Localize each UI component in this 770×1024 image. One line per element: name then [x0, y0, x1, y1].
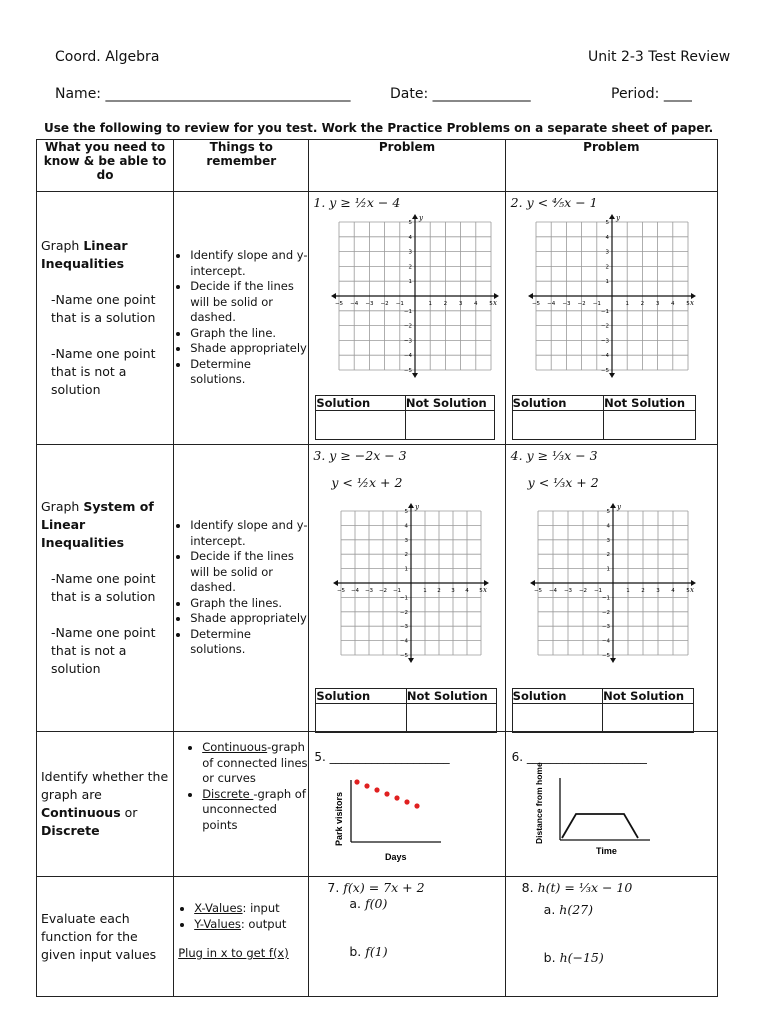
y-axis-label: y — [419, 214, 424, 222]
y-tick-label: 2 — [606, 552, 610, 559]
problem-3-cell — [309, 445, 505, 732]
x-tick-label: 4 — [465, 588, 470, 594]
x-tick-label: −4 — [350, 301, 359, 307]
remember-cell: • Identify slope and y-intercept. • Decide if the lines will be solid or dashed. • Graph the line. • Shade appropriately • Determine solutions. — [174, 248, 308, 388]
arrow-left-icon — [331, 293, 336, 299]
x-tick-label: −1 — [396, 301, 405, 307]
course-title: Coord. Algebra — [55, 49, 160, 65]
table-row — [37, 445, 718, 732]
coordinate-grid[interactable] — [331, 503, 493, 663]
x-axis-label: Time — [595, 846, 617, 856]
y-tick-label: 2 — [605, 264, 609, 271]
y-tick-label: −5 — [601, 653, 610, 659]
x-axis-label: Days — [385, 852, 407, 862]
date-field[interactable]: Date: ______________ — [390, 86, 531, 102]
problem-number: 1. — [313, 195, 326, 210]
x-tick-label: 2 — [640, 301, 644, 307]
y-tick-label: 1 — [408, 279, 413, 286]
x-tick-label: −4 — [548, 588, 557, 594]
x-tick-label: 3 — [655, 301, 660, 307]
know-cell: Identify whether the graph are Continuous or Discrete — [41, 769, 169, 838]
y-tick-label: 4 — [606, 523, 610, 530]
y-tick-label: 2 — [404, 552, 409, 559]
x-tick-label: −5 — [337, 588, 346, 594]
know-cell: Graph System of Linear Inequalities -Name one point that is a solution -Name one point that is not a solution — [41, 499, 156, 676]
x-tick-label: 3 — [655, 588, 660, 594]
remember-cell: • Continuous-graph of connected lines or curves • Discrete -graph of unconnected points — [174, 732, 308, 833]
problem-1-cell — [309, 192, 505, 445]
y-tick-label: −4 — [400, 638, 409, 645]
y-tick-label: −3 — [600, 338, 609, 345]
dot — [385, 791, 390, 796]
solution-header: Solution — [512, 689, 603, 704]
problem-8-cell: 8. h(t) = ⅓x − 10 a. h(27) b. h(−15) — [505, 877, 717, 997]
problem-6-cell — [505, 732, 717, 877]
x-axis-label: x — [493, 299, 498, 307]
x-tick-label: 2 — [444, 301, 448, 307]
y-tick-label: −1 — [400, 595, 409, 602]
x-tick-label: −2 — [379, 588, 388, 594]
y-tick-label: 3 — [605, 249, 609, 256]
distance-line — [562, 814, 638, 838]
input-a: f(0) — [365, 896, 388, 911]
x-tick-label: 3 — [459, 301, 463, 307]
y-tick-label: −4 — [600, 353, 609, 360]
not-solution-header: Not Solution — [405, 396, 495, 411]
x-tick-label: 1 — [625, 588, 630, 594]
scatter-graph — [333, 774, 443, 864]
not-solution-answer-box[interactable] — [603, 704, 694, 733]
x-tick-label: 2 — [437, 588, 442, 594]
arrow-down-icon — [610, 658, 616, 663]
y-tick-label: −3 — [601, 624, 610, 631]
y-tick-label: −4 — [404, 353, 413, 360]
y-tick-label: 5 — [605, 220, 609, 226]
remember-cell: • Identify slope and y-intercept. • Decide if the lines will be solid or dashed. • Graph the lines. • Shade appropriately • Determine solutions. — [174, 518, 308, 658]
y-tick-label: 5 — [408, 220, 413, 226]
inequality: y ≥ ½x − 4 — [329, 195, 401, 210]
problem-4-cell — [505, 445, 717, 732]
x-tick-label: −3 — [562, 301, 571, 307]
y-tick-label: 5 — [404, 509, 409, 515]
dot — [365, 783, 370, 788]
not-solution-header: Not Solution — [603, 689, 694, 704]
x-tick-label: 5 — [489, 301, 494, 307]
arrow-left-icon — [530, 580, 535, 586]
problem-label: 5. ____________________ — [314, 750, 450, 764]
problem-number: 8. — [521, 880, 534, 895]
y-axis-label: y — [616, 503, 621, 511]
problem-number: 2. — [510, 195, 523, 210]
arrow-down-icon — [408, 658, 414, 663]
problem-number: 7. — [327, 880, 340, 895]
table-row — [37, 192, 718, 445]
y-axis-label: Park visitors — [334, 791, 345, 846]
problem-2-cell — [505, 192, 717, 445]
solution-answer-box[interactable] — [316, 704, 407, 733]
x-tick-label: 2 — [640, 588, 645, 594]
y-tick-label: 5 — [606, 509, 610, 515]
x-tick-label: 5 — [479, 588, 484, 594]
x-axis-label: x — [689, 586, 694, 594]
coordinate-grid[interactable] — [331, 214, 498, 378]
x-tick-label: −2 — [380, 301, 390, 307]
solution-header: Solution — [316, 689, 407, 704]
y-tick-label: −5 — [400, 653, 409, 659]
y-tick-label: −1 — [600, 308, 609, 315]
col-header-problem-1: Problem — [309, 140, 505, 192]
dot — [415, 803, 420, 808]
arrow-left-icon — [528, 293, 533, 299]
not-solution-header: Not Solution — [406, 689, 497, 704]
col-header-problem-2: Problem — [505, 140, 717, 192]
solution-answer-box[interactable] — [512, 411, 604, 440]
unit-title: Unit 2-3 Test Review — [588, 49, 731, 65]
inequality-2: y < ⅓x + 2 — [527, 475, 599, 490]
dot — [355, 779, 360, 784]
solution-answer-box[interactable] — [316, 411, 406, 440]
y-tick-label: 3 — [606, 537, 610, 544]
y-axis-label: y — [615, 214, 620, 222]
arrow-up-icon — [609, 214, 615, 219]
coordinate-grid[interactable] — [528, 503, 698, 663]
remember-cell: • X-Values: input • Y-Values: output Plug in x to get f(x) — [174, 877, 308, 962]
x-tick-label: −3 — [365, 588, 374, 594]
function: f(x) = 7x + 2 — [343, 880, 425, 895]
solution-header: Solution — [316, 396, 406, 411]
x-tick-label: 1 — [423, 588, 428, 594]
y-tick-label: −5 — [404, 368, 413, 374]
distance-graph — [532, 762, 652, 864]
y-tick-label: −1 — [404, 308, 413, 315]
y-axis-label: Distance from home — [533, 762, 544, 844]
input-a: h(27) — [559, 902, 593, 917]
x-tick-label: −4 — [351, 588, 360, 594]
dot — [395, 795, 400, 800]
inequality-1: y ≥ −2x − 3 — [329, 448, 407, 463]
problem-7-cell: 7. f(x) = 7x + 2 a. f(0) b. f(1) — [309, 877, 505, 997]
not-solution-answer-box[interactable] — [604, 411, 696, 440]
x-axis-label: x — [483, 586, 488, 594]
y-tick-label: −1 — [601, 595, 610, 602]
dot — [405, 799, 410, 804]
y-tick-label: 3 — [404, 537, 409, 544]
y-tick-label: 4 — [605, 234, 609, 241]
arrow-up-icon — [408, 503, 414, 508]
x-tick-label: −2 — [578, 588, 587, 594]
arrow-up-icon — [610, 503, 616, 508]
y-tick-label: −3 — [404, 338, 413, 345]
arrow-left-icon — [333, 580, 338, 586]
solution-table — [315, 688, 497, 733]
x-tick-label: −5 — [531, 301, 540, 307]
table-row — [37, 877, 718, 997]
x-tick-label: 5 — [685, 588, 690, 594]
y-axis-label: y — [415, 503, 420, 511]
y-tick-label: −2 — [600, 323, 609, 330]
x-tick-label: −1 — [393, 588, 402, 594]
y-tick-label: −5 — [600, 368, 609, 374]
table-row — [37, 732, 718, 877]
y-tick-label: −3 — [400, 624, 409, 631]
y-tick-label: −2 — [404, 323, 413, 330]
x-tick-label: 1 — [428, 301, 433, 307]
y-tick-label: 4 — [404, 523, 409, 530]
x-axis-label: x — [689, 299, 694, 307]
inequality-2: y < ½x + 2 — [331, 475, 403, 490]
problem-number: 4. — [510, 448, 523, 463]
x-tick-label: 3 — [451, 588, 456, 594]
input-b: h(−15) — [559, 950, 604, 965]
name-field[interactable]: Name: ___________________________________ — [55, 86, 351, 102]
dot — [375, 787, 380, 792]
arrow-up-icon — [412, 214, 418, 219]
solution-table — [512, 688, 694, 733]
x-tick-label: 4 — [670, 588, 675, 594]
problem-number: 3. — [313, 448, 326, 463]
y-tick-label: 3 — [408, 249, 413, 256]
arrow-down-icon — [412, 373, 418, 378]
y-tick-label: 4 — [408, 234, 413, 241]
col-header-remember: Things to remember — [174, 140, 309, 192]
y-tick-label: −4 — [601, 638, 610, 645]
x-tick-label: 4 — [474, 301, 478, 307]
x-tick-label: −4 — [546, 301, 555, 307]
period-field[interactable]: Period: ____ — [611, 86, 692, 102]
x-tick-label: 1 — [625, 301, 629, 307]
inequality-1: y ≥ ⅓x − 3 — [526, 448, 598, 463]
inequality: y < ⅘x − 1 — [526, 195, 598, 210]
x-tick-label: −3 — [563, 588, 572, 594]
plug-note: Plug in x to get f(x) — [178, 946, 289, 960]
y-tick-label: −2 — [601, 609, 610, 616]
solution-table — [315, 395, 495, 440]
x-tick-label: −1 — [593, 588, 602, 594]
instructions: Use the following to review for you test. Work the Practice Problems on a separate sheet of paper. — [44, 121, 714, 135]
y-tick-label: 2 — [408, 264, 413, 271]
solution-answer-box[interactable] — [512, 704, 603, 733]
solution-table — [512, 395, 696, 440]
not-solution-answer-box[interactable] — [405, 411, 495, 440]
function: h(t) = ⅓x − 10 — [537, 880, 633, 895]
col-header-know: What you need to know & be able to do — [37, 140, 174, 192]
input-b: f(1) — [365, 944, 388, 959]
arrow-down-icon — [609, 373, 615, 378]
know-cell: Graph Linear Inequalities -Name one point that is a solution -Name one point that is not a solution — [41, 238, 156, 397]
review-table — [36, 139, 718, 997]
x-tick-label: 5 — [685, 301, 690, 307]
y-tick-label: −2 — [400, 609, 409, 616]
x-tick-label: −1 — [592, 301, 601, 307]
x-tick-label: −2 — [577, 301, 586, 307]
problem-label: 6. ____________________ — [511, 750, 647, 764]
not-solution-header: Not Solution — [604, 396, 696, 411]
x-tick-label: 4 — [670, 301, 675, 307]
y-tick-label: 1 — [606, 566, 610, 573]
table-header-row — [37, 140, 718, 192]
y-tick-label: 1 — [605, 279, 609, 286]
y-tick-label: 1 — [404, 566, 409, 573]
x-tick-label: −5 — [335, 301, 344, 307]
not-solution-answer-box[interactable] — [406, 704, 497, 733]
problem-5-cell — [309, 732, 505, 877]
x-tick-label: −5 — [533, 588, 542, 594]
coordinate-grid[interactable] — [528, 214, 698, 378]
solution-header: Solution — [512, 396, 604, 411]
x-tick-label: −3 — [365, 301, 374, 307]
know-cell: Evaluate each function for the given input values — [41, 910, 157, 962]
